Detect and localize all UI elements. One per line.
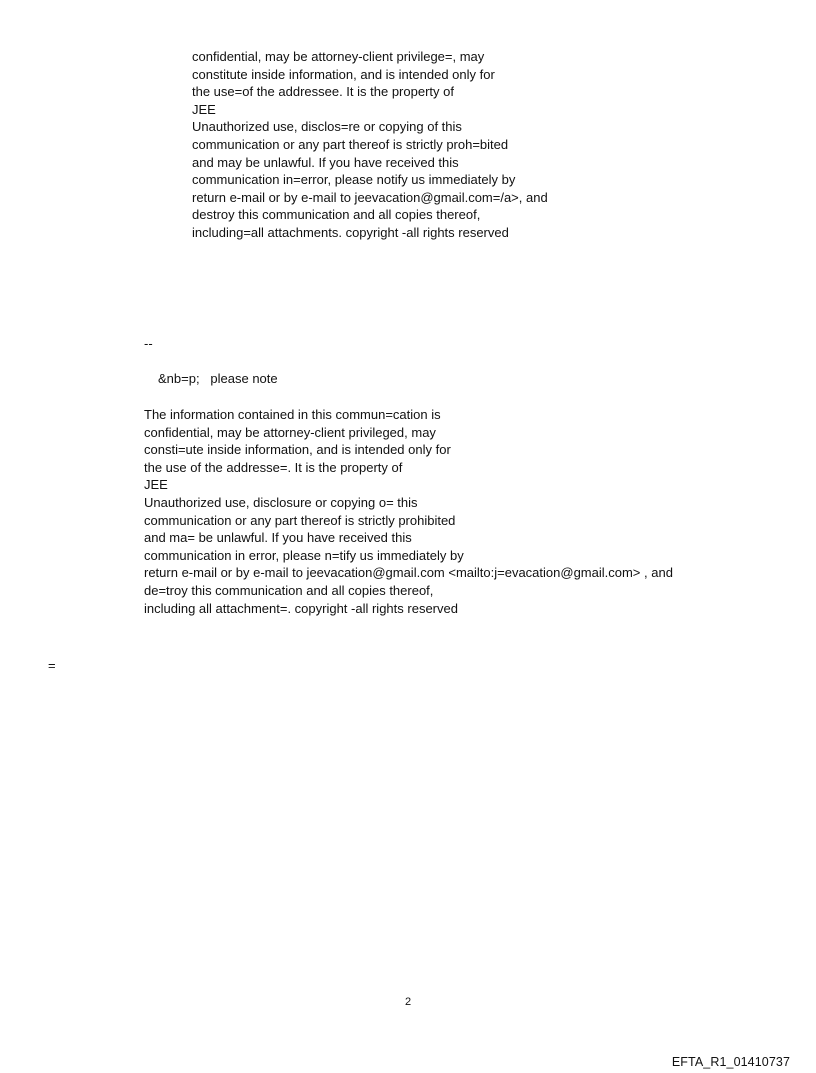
disclaimer-line: the use=of the addressee. It is the property of xyxy=(192,84,454,100)
disclaimer-line: The information contained in this commun=cation is xyxy=(144,407,441,422)
disclaimer-line: including all attachment=. copyright -all rights reserved xyxy=(144,600,458,616)
disclaimer-line: Unauthorized use, disclosure or copying o= this xyxy=(144,494,418,510)
disclaimer-line: communication or any part thereof is strictly prohibited xyxy=(144,512,456,528)
disclaimer-line: communication or any part thereof is strictly proh=bited xyxy=(192,136,509,152)
page-number: 2 xyxy=(404,996,412,1008)
disclaimer-line: communication in error, please n=tify us immediately by xyxy=(144,547,464,563)
disclaimer-line: JEE xyxy=(144,477,168,493)
first-disclaimer-block xyxy=(192,48,548,242)
disclaimer-line: including=all attachments. copyright -all rights reserved xyxy=(192,224,509,240)
disclaimer-line: destroy this communication and all copies thereof, xyxy=(192,207,481,223)
disclaimer-line: and may be unlawful. If you have received this xyxy=(192,154,459,170)
signature-separator: -- xyxy=(144,336,153,351)
disclaimer-line: consti=ute inside information, and is intended only for xyxy=(144,442,451,458)
disclaimer-line: the use of the addresse=. It is the property of xyxy=(144,459,403,475)
disclaimer-line: JEE xyxy=(192,101,216,117)
disclaimer-line: return e-mail or by e-mail to jeevacation@gmail.com=/a>, and xyxy=(192,189,548,205)
disclaimer-line: Unauthorized use, disclos=re or copying of this xyxy=(192,119,462,135)
document-id: EFTA_R1_01410737 xyxy=(671,1055,790,1069)
disclaimer-line: confidential, may be attorney-client privileged, may xyxy=(144,424,436,440)
stray-equals-sign: = xyxy=(48,658,56,673)
disclaimer-line: return e-mail or by e-mail to jeevacation@gmail.com <mailto:j=evacation@gmail.com> , and xyxy=(144,565,673,581)
disclaimer-line: confidential, may be attorney-client privilege=, may xyxy=(192,49,485,64)
please-note-line: &nb=p; please note xyxy=(158,371,278,386)
disclaimer-line: communication in=error, please notify us immediately by xyxy=(192,172,516,188)
disclaimer-line: de=troy this communication and all copies thereof, xyxy=(144,582,434,598)
disclaimer-line: and ma= be unlawful. If you have received this xyxy=(144,530,412,546)
second-disclaimer-block xyxy=(144,406,673,617)
disclaimer-line: constitute inside information, and is intended only for xyxy=(192,66,495,82)
